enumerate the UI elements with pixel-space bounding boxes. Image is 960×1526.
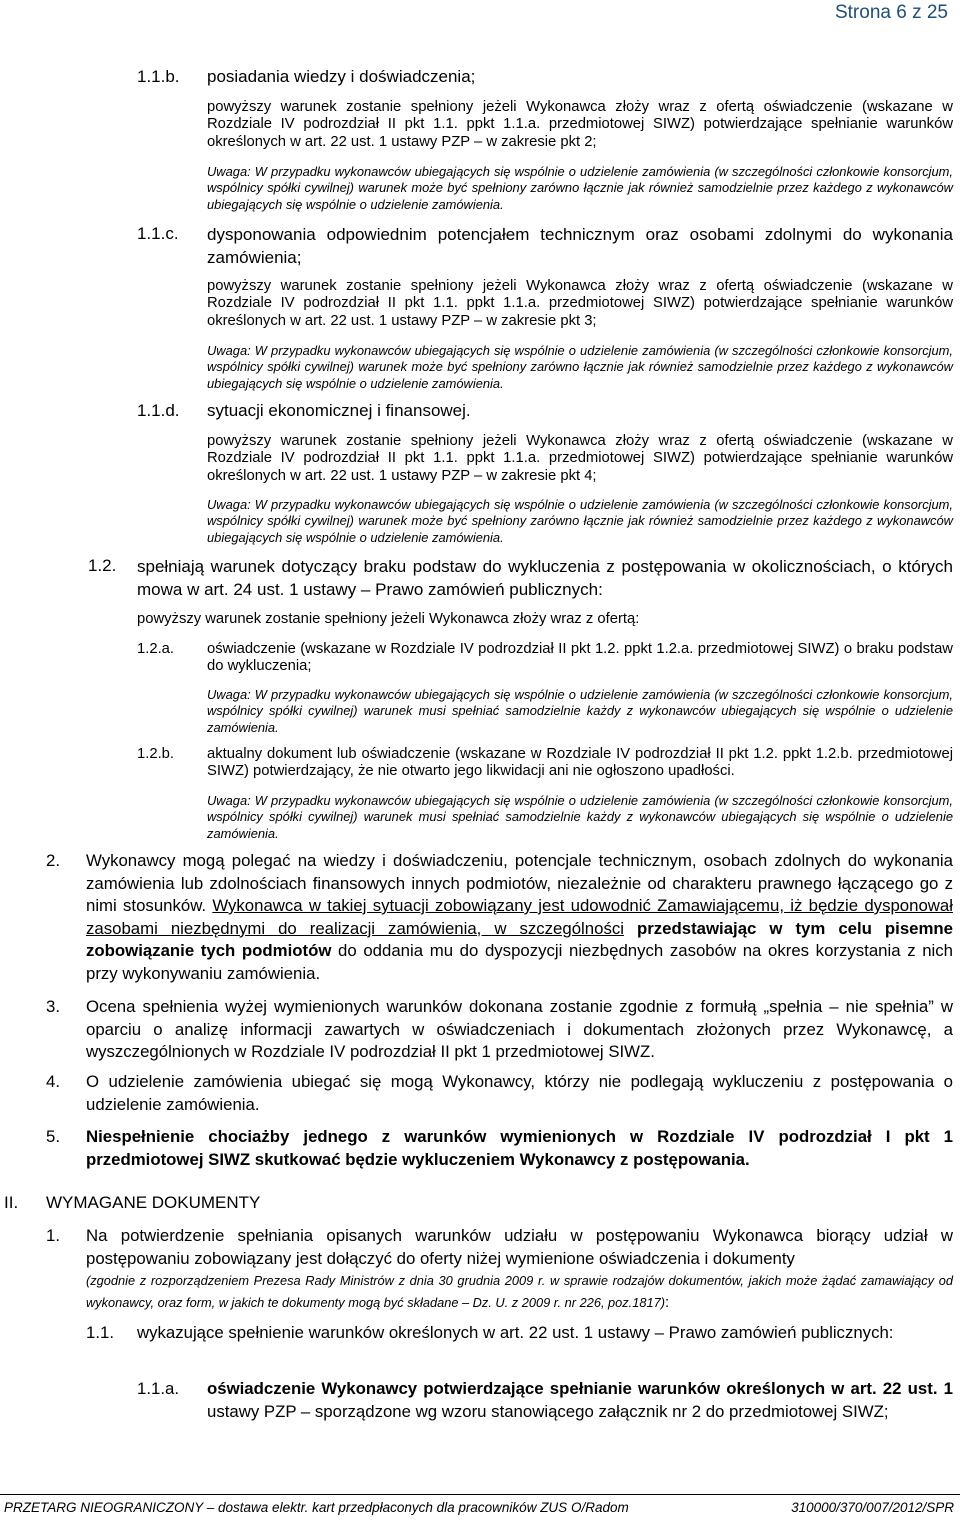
- item-number: 1.1.: [86, 1323, 114, 1342]
- paragraph: oświadczenie (wskazane w Rozdziale IV podrozdział II pkt 1.2. ppkt 1.2.a. przedmiotowej SIWZ) o braku podstaw do wykluczenia;: [207, 641, 953, 675]
- paragraph: O udzielenie zamówienia ubiegać się mogą Wykonawcy, którzy nie podlegają wykluczeniu z postępowania o udzielenie zamówienia.: [86, 1072, 953, 1114]
- section-number: 1.2.: [88, 556, 117, 575]
- text-run: Wykonawcy mogą polegać na wiedzy i doświadczeniu, potencjale technicznym, osobach zdolnych do wykonania zamówienia lub zdolnościach finansowych innych podmiotów, niezależnie od charakteru prawnego łączącego go z nimi stosunków.: [86, 851, 953, 915]
- section-number: 1.1.d.: [137, 401, 180, 420]
- item-number: 1.2.a.: [137, 641, 175, 657]
- item-number: 1.1.a.: [137, 1379, 179, 1398]
- paragraph-number: 5.: [46, 1127, 60, 1146]
- paragraph: Niespełnienie chociażby jednego z warunków wymienionych w Rozdziale IV podrozdział I pkt 1 przedmiotowej SIWZ skutkować będzie wykluczeniem Wykonawcy z postępowania.: [86, 1127, 953, 1169]
- footer-rule: [0, 1494, 960, 1495]
- text-run: do oddania mu do dyspozycji niezbędnych zasobów na okres korzystania z nich przy wykonywaniu zamówienia.: [86, 941, 953, 983]
- section-title: sytuacji ekonomicznej i finansowej.: [207, 401, 471, 420]
- section-number: 1.1.c.: [137, 224, 179, 243]
- text-run: ustawy PZP – sporządzone wg wzoru stanowiącego załącznik nr 2 do przedmiotowej SIWZ;: [207, 1401, 889, 1421]
- note-colon: :: [664, 1293, 670, 1311]
- note: [86, 1270, 953, 1313]
- section-title: posiadania wiedzy i doświadczenia;: [207, 67, 476, 86]
- paragraph: powyższy warunek zostanie spełniony jeżeli Wykonawca złoży wraz z ofertą oświadczenie (wskazane w Rozdziale IV podrozdział II pkt 1.1. ppkt 1.1.a. przedmiotowej SIWZ) potwierdzające spełnianie warunków określonych w art. 22 ust. 1 ustawy PZP – w zakresie pkt 4;: [207, 433, 953, 484]
- note: Uwaga: W przypadku wykonawców ubiegających się wspólnie o udzielenie zamówienia (w szczególności członkowie konsorcjum, wspólnicy spółki cywilnej) warunek może być spełniony zarówno łącznie jak również samodzielnie przez każdego z wykonawców ubiegających się wspólnie o udzielenie zamówienia.: [207, 497, 953, 545]
- paragraph: aktualny dokument lub oświadczenie (wskazane w Rozdziale IV podrozdział II pkt 1.2. ppkt 1.2.b. przedmiotowej SIWZ) potwierdzający, że nie otwarto jego likwidacji ani nie ogłoszono upadłości.: [207, 746, 953, 780]
- paragraph: Na potwierdzenie spełniania opisanych warunków udziału w postępowaniu Wykonawca biorący udział w postępowaniu zobowiązany jest dołączyć do oferty niżej wymienione oświadczenia i dokumenty: [86, 1226, 953, 1268]
- note: Uwaga: W przypadku wykonawców ubiegających się wspólnie o udzielenie zamówienia (w szczególności członkowie konsorcjum, wspólnicy spółki cywilnej) warunek musi spełniać samodzielnie każdy z wykonawców ubiegających się wspólnie o udzielenie zamówienia.: [207, 687, 953, 735]
- footer-title: PRZETARG NIEOGRANICZONY – dostawa elektr. kart przedpłaconych dla pracowników ZUS O/Radom: [4, 1500, 629, 1515]
- note-text: (zgodnie z rozporządzeniem Prezesa Rady Ministrów z dnia 30 grudnia 2009 r. w sprawie rodzajów dokumentów, jakich może żądać zamawiający od wykonawcy, oraz form, w jakich te dokumenty mogą być składane – Dz. U. z 2009 r. nr 226, poz.1817): [86, 1273, 953, 1310]
- section-number: 1.1.b.: [137, 67, 180, 86]
- text-run: [624, 919, 637, 938]
- paragraph: Ocena spełnienia wyżej wymienionych warunków dokonana zostanie zgodnie z formułą „spełnia – nie spełnia” w oparciu o analizę informacji zawartych w oświadczeniach i dokumentach złożonych przez Wykonawcę, a wyszczególnionych w Rozdziale IV podrozdział II pkt 1 przedmiotowej SIWZ.: [86, 997, 953, 1061]
- chapter-number: II.: [4, 1193, 19, 1212]
- underlined-text: Wykonawca w takiej sytuacji zobowiązany jest udowodnić Zamawiającemu, iż będzie dysponował zasobami niezbędnymi do realizacji zamówienia, w szczególności: [86, 896, 953, 938]
- chapter-title: WYMAGANE DOKUMENTY: [46, 1193, 261, 1212]
- page-number: Strona 6 z 25: [834, 2, 948, 23]
- paragraph-number: 2.: [46, 851, 60, 870]
- paragraph-number: 1.: [46, 1226, 60, 1245]
- section-title: spełniają warunek dotyczący braku podstaw do wykluczenia z postępowania w okolicznościach, o których mowa w art. 24 ust. 1 ustawy – Prawo zamówień publicznych:: [137, 557, 953, 599]
- note: Uwaga: W przypadku wykonawców ubiegających się wspólnie o udzielenie zamówienia (w szczególności członkowie konsorcjum, wspólnicy spółki cywilnej) warunek musi spełniać samodzielnie każdy z wykonawców ubiegających się wspólnie o udzielenie zamówienia.: [207, 793, 953, 841]
- paragraph: [86, 850, 953, 985]
- footer-reference: 310000/370/007/2012/SPR: [791, 1500, 954, 1515]
- paragraph: powyższy warunek zostanie spełniony jeżeli Wykonawca złoży wraz z ofertą oświadczenie (wskazane w Rozdziale IV podrozdział II pkt 1.1. ppkt 1.1.a. przedmiotowej SIWZ) potwierdzające spełnianie warunków określonych w art. 22 ust. 1 ustawy PZP – w zakresie pkt 2;: [207, 99, 953, 150]
- section-title: dysponowania odpowiednim potencjałem technicznym oraz osobami zdolnymi do wykonania zamówienia;: [207, 225, 953, 267]
- paragraph: wykazujące spełnienie warunków określonych w art. 22 ust. 1 ustawy – Prawo zamówień publicznych:: [137, 1323, 894, 1342]
- paragraph: powyższy warunek zostanie spełniony jeżeli Wykonawca złoży wraz z ofertą:: [137, 611, 640, 627]
- note: Uwaga: W przypadku wykonawców ubiegających się wspólnie o udzielenie zamówienia (w szczególności członkowie konsorcjum, wspólnicy spółki cywilnej) warunek może być spełniony zarówno łącznie jak również samodzielnie przez każdego z wykonawców ubiegających się wspólnie o udzielenie zamówienia.: [207, 343, 953, 391]
- note: Uwaga: W przypadku wykonawców ubiegających się wspólnie o udzielenie zamówienia (w szczególności członkowie konsorcjum, wspólnicy spółki cywilnej) warunek może być spełniony zarówno łącznie jak również samodzielnie przez każdego z wykonawców ubiegających się wspólnie o udzielenie zamówienia.: [207, 164, 953, 212]
- bold-text: przedstawiając w tym celu pisemne zobowiązanie tych podmiotów: [86, 918, 954, 960]
- paragraph-number: 3.: [46, 997, 60, 1016]
- paragraph: powyższy warunek zostanie spełniony jeżeli Wykonawca złoży wraz z ofertą oświadczenie (wskazane w Rozdziale IV podrozdział II pkt 1.1. ppkt 1.1.a. przedmiotowej SIWZ) potwierdzające spełnianie warunków określonych w art. 22 ust. 1 ustawy PZP – w zakresie pkt 3;: [207, 278, 953, 329]
- bold-text: oświadczenie Wykonawcy potwierdzające spełnianie warunków określonych w art. 22 ust. 1: [207, 1379, 953, 1398]
- paragraph-number: 4.: [46, 1072, 60, 1091]
- paragraph: [207, 1378, 953, 1423]
- item-number: 1.2.b.: [137, 746, 175, 762]
